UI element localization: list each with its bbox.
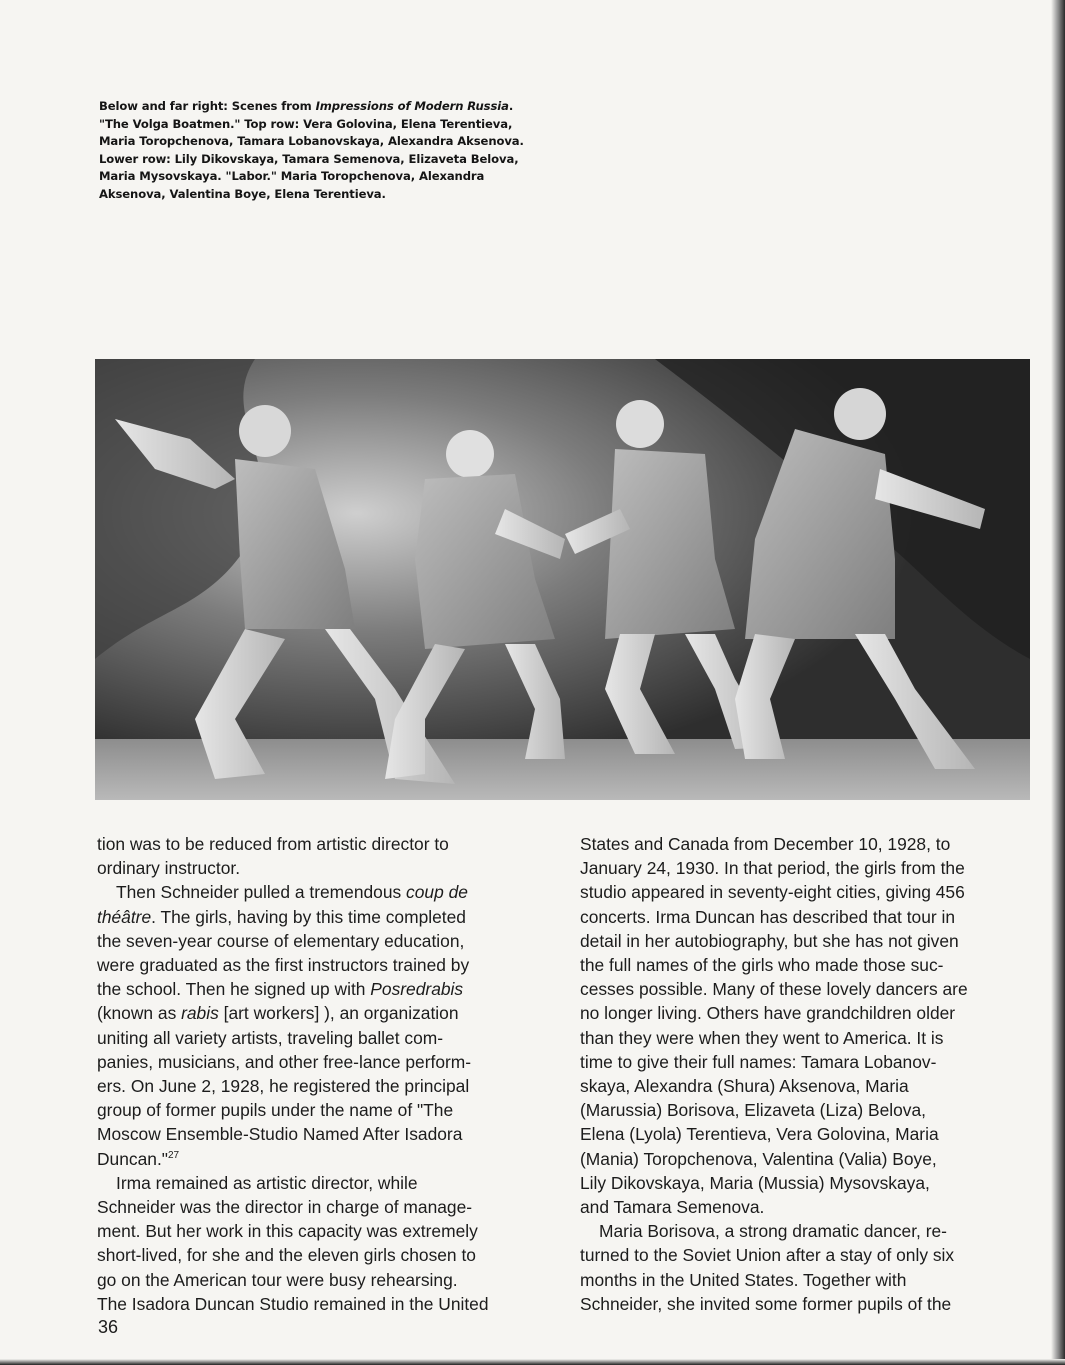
paragraph: [580, 1219, 1032, 1316]
text-line: concerts. Irma Duncan has described that tour in: [580, 906, 956, 927]
text-line: cesses possible. Many of these lovely dancers are: [580, 979, 968, 1000]
text-line: and Tamara Semenova.: [580, 1197, 765, 1218]
text-line: States and Canada from December 10, 1928, to: [580, 834, 951, 854]
text-line: detail in her autobiography, but she has not given: [580, 930, 959, 951]
dancers-photograph: [95, 359, 1030, 800]
page-number: 36: [98, 1317, 119, 1337]
text-column-right: [580, 832, 1032, 1316]
paragraph: tion was to be reduced from artistic director to ordinary instructor.: [97, 834, 449, 879]
text-line: turned to the Soviet Union after a stay of only six: [580, 1245, 955, 1266]
photo-four-dancers-icon: [95, 359, 1030, 800]
text-line: Maria Borisova, a strong dramatic dancer, re-: [599, 1221, 947, 1242]
text-line: months in the United States. Together with: [580, 1269, 907, 1290]
text-line: (Mania) Toropchenova, Valentina (Valia) Boye,: [580, 1148, 937, 1169]
paragraph: Then Schneider pulled a tremendous coup de théâtre. The girls, having by this time completed the seven-year course of elementary education, were graduated as the first instructors trained by the school. Then he signed up with Posredrabis (known as rabis [art workers] ), an organization uniting all variety artists, traveling ballet com- panies, musicians, and other free-lance perform- ers. On June 2, 1928, he registered the principal group of former pupils under the name of "The Moscow Ensemble-Studio Named After Isadora Duncan."$^{27}$: [97, 882, 472, 1169]
text-line: time to give their full names: Tamara Lobanov-: [580, 1051, 937, 1072]
text-line: Elena (Lyola) Terentieva, Vera Golovina, Maria: [580, 1124, 939, 1145]
text-line: no longer living. Others have grandchildren older: [580, 1003, 956, 1024]
text-line: Lily Dikovskaya, Maria (Mussia) Mysovskaya,: [580, 1172, 930, 1193]
caption-line: Lower row: Lily Dikovskaya, Tamara Semenova, Elizaveta Belova,: [99, 151, 519, 166]
paragraph: Irma remained as artistic director, while Schneider was the director in charge of manage- ment. But her work in this capacity was extremely short-lived, for she and the eleven girls chosen to go on the American tour were busy rehearsing. The Isadora Duncan Studio remained in the United: [97, 1172, 489, 1314]
text-line: than they were when they went to America. It is: [580, 1027, 944, 1048]
photo-caption: [99, 98, 569, 203]
caption-line: "The Volga Boatmen." Top row: Vera Golovina, Elena Terentieva,: [99, 116, 513, 131]
footnote-ref: 27: [167, 1149, 180, 1161]
page-edge-shadow: [1051, 0, 1065, 1365]
text-line: studio appeared in seventy-eight cities, giving 456: [580, 882, 965, 903]
text-line: January 24, 1930. In that period, the girls from the: [580, 858, 965, 879]
text-column-left: [97, 832, 552, 1316]
caption-line: Aksenova, Valentina Boye, Elena Terentieva.: [99, 186, 386, 201]
caption-line: Below and far right: Scenes from Impressions of Modern Russia.: [99, 99, 514, 113]
text-line: skaya, Alexandra (Shura) Aksenova, Maria: [580, 1076, 909, 1097]
text-line: Schneider, she invited some former pupils of the: [580, 1293, 952, 1314]
text-line: (Marussia) Borisova, Elizaveta (Liza) Belova,: [580, 1100, 927, 1121]
caption-line: Maria Mysovskaya. "Labor." Maria Toropchenova, Alexandra: [99, 169, 485, 183]
page-bottom-edge: [0, 1359, 1065, 1365]
paragraph: [580, 832, 1032, 1219]
caption-line: Maria Toropchenova, Tamara Lobanovskaya, Alexandra Aksenova.: [99, 134, 524, 148]
text-line: the full names of the girls who made those suc-: [580, 955, 944, 976]
